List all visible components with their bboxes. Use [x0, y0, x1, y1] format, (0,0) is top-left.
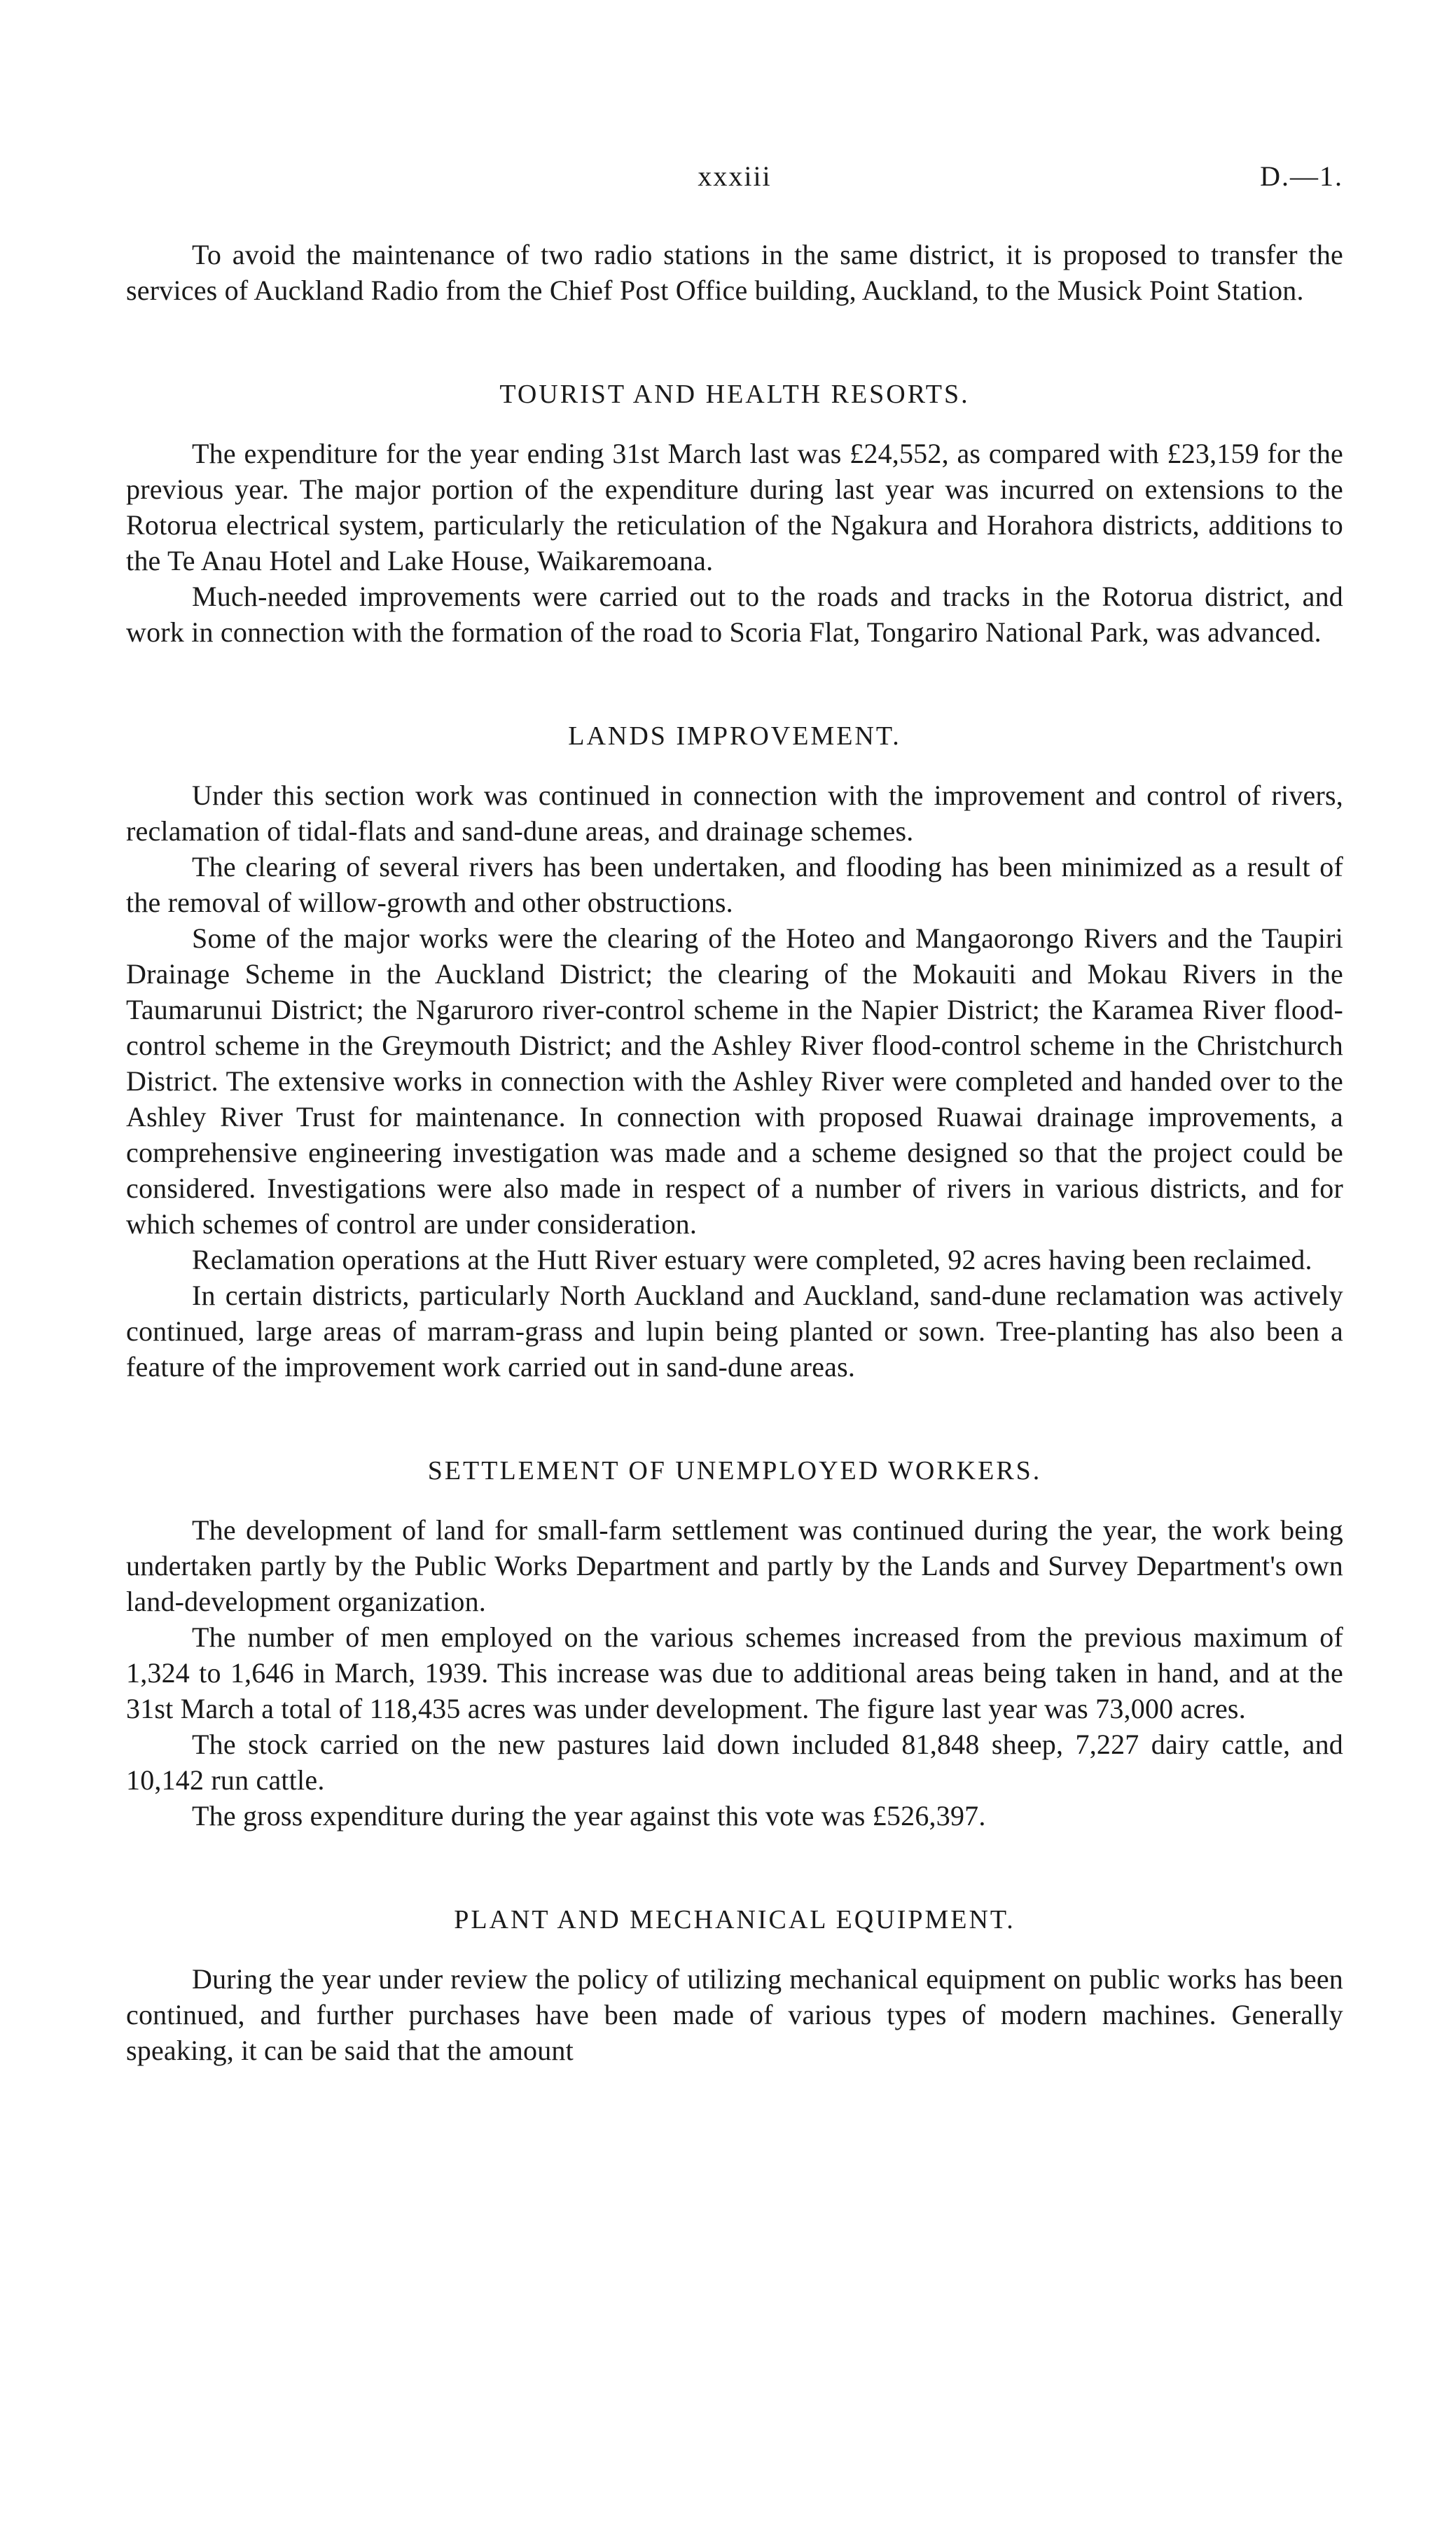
- settlement-paragraph-3: The stock carried on the new pastures laid down included 81,848 sheep, 7,227 dairy cattle, and 10,142 run cattle.: [126, 1729, 1343, 1796]
- lands-heading: LANDS IMPROVEMENT.: [568, 721, 901, 751]
- document-reference: D.—1.: [1260, 160, 1343, 192]
- tourist-paragraph-2: Much-needed improvements were carried out to the roads and tracks in the Rotorua district, and work in connection with the formation of the road to Scoria Flat, Tongariro National Park, was advanced.: [126, 581, 1343, 648]
- tourist-heading: TOURIST AND HEALTH RESORTS.: [499, 380, 970, 409]
- page-number: xxxiii: [698, 160, 772, 192]
- lands-paragraph-4: Reclamation operations at the Hutt River estuary were completed, 92 acres having been reclaimed.: [192, 1244, 1312, 1275]
- settlement-paragraph-4: The gross expenditure during the year against this vote was £526,397.: [192, 1800, 986, 1832]
- settlement-section: [126, 1452, 1343, 1834]
- lands-paragraph-1: Under this section work was continued in connection with the improvement and control of rivers, reclamation of tidal-flats and sand-dune areas, and drainage schemes.: [126, 780, 1343, 847]
- settlement-paragraph-2: The number of men employed on the various schemes increased from the previous maximum of 1,324 to 1,646 in March, 1939. This increase was due to additional areas being taken in hand, and at the 31st March a total of 118,435 acres was under development. The figure last year was 73,000 acres.: [126, 1621, 1343, 1724]
- lands-paragraph-5: In certain districts, particularly North Auckland and Auckland, sand-dune reclamation was actively continued, large areas of marram-grass and lupin being planted or sown. Tree-planting has also been a feature of the improvement work carried out in sand-dune areas.: [126, 1280, 1343, 1383]
- settlement-heading: SETTLEMENT OF UNEMPLOYED WORKERS.: [427, 1456, 1042, 1486]
- lands-section: [126, 717, 1343, 1385]
- plant-heading: PLANT AND MECHANICAL EQUIPMENT.: [454, 1905, 1015, 1934]
- intro-paragraph-1: To avoid the maintenance of two radio stations in the same district, it is proposed to transfer the services of Auckland Radio from the Chief Post Office building, Auckland, to the Musick Point Station.: [126, 239, 1343, 306]
- document-page: [126, 160, 1343, 2068]
- lands-paragraph-2: The clearing of several rivers has been undertaken, and flooding has been minimized as a result of the removal of willow-growth and other obstructions.: [126, 851, 1343, 918]
- settlement-paragraph-1: The development of land for small-farm settlement was continued during the year, the work being undertaken partly by the Public Works Department and partly by the Lands and Survey Department's own land-development organization.: [126, 1514, 1343, 1617]
- lands-paragraph-3: Some of the major works were the clearing of the Hoteo and Mangaorongo Rivers and the Taupiri Drainage Scheme in the Auckland District; the clearing of the Mokauiti and Mokau Rivers in the Taumarunui District; the Ngaruroro river-control scheme in the Napier District; the Karamea River flood-control scheme in the Greymouth District; and the Ashley River flood-control scheme in the Christchurch District. The extensive works in connection with the Ashley River were completed and handed over to the Ashley River Trust for maintenance. In connection with proposed Ruawai drainage improvements, a comprehensive engineering investigation was made and a scheme designed so that the project could be considered. Investigations were also made in respect of a number of rivers in various districts, and for which schemes of control are under consideration.: [126, 922, 1343, 1240]
- plant-paragraph-1: During the year under review the policy of utilizing mechanical equipment on public works has been continued, and further purchases have been made of various types of modern machines. Generally speaking, it can be said that the amount: [126, 1963, 1343, 2066]
- plant-section: [126, 1901, 1343, 2068]
- tourist-section: [126, 375, 1343, 650]
- page-header: [126, 160, 1343, 209]
- tourist-paragraph-1: The expenditure for the year ending 31st March last was £24,552, as compared with £23,159 for the previous year. The major portion of the expenditure during last year was incurred on extensions to the Rotorua electrical system, particularly the reticulation of the Ngakura and Horahora districts, additions to the Te Anau Hotel and Lake House, Waikaremoana.: [126, 438, 1343, 576]
- intro-section: [126, 237, 1343, 308]
